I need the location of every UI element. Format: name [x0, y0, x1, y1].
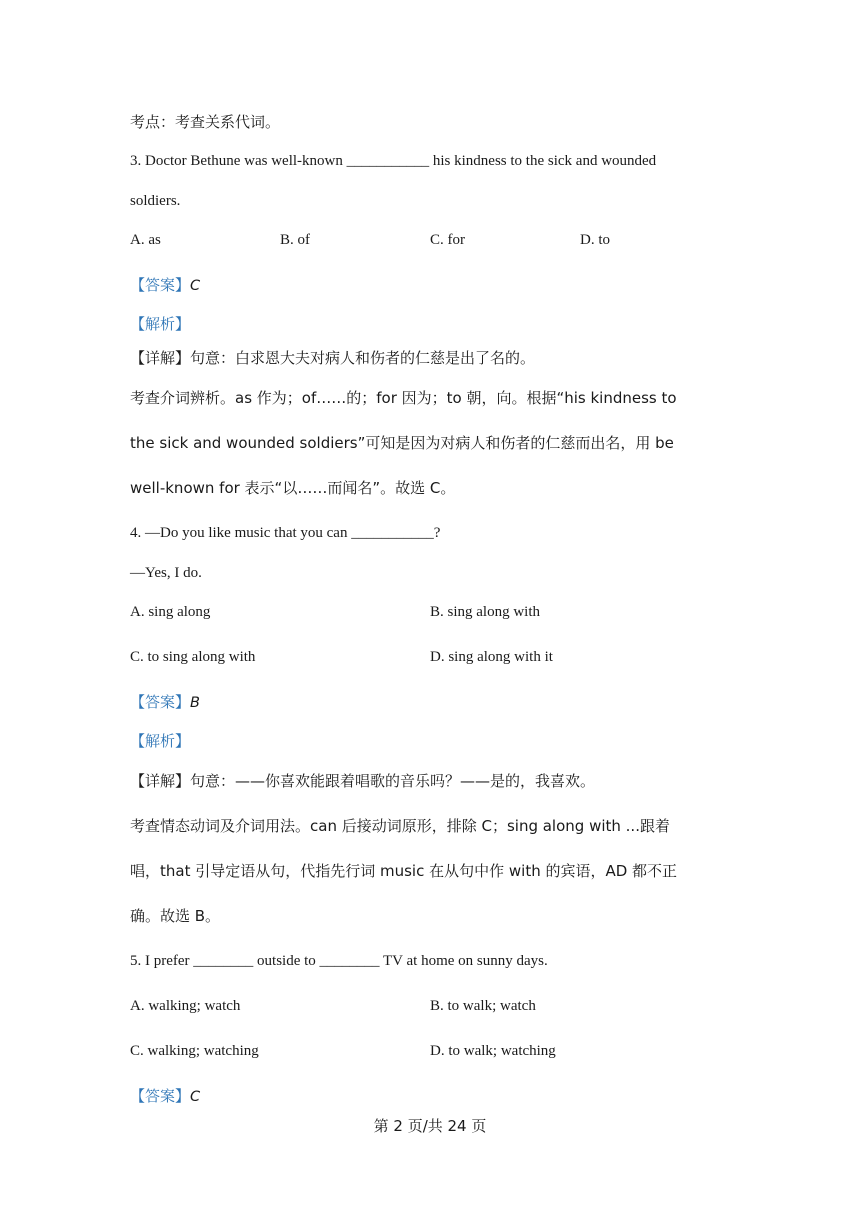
- q5-option-c: C. walking; watching: [130, 1043, 259, 1059]
- q4-detail-line1: 【详解】句意：——你喜欢能跟着唱歌的音乐吗？——是的，我喜欢。: [130, 772, 596, 790]
- q4-stem-line2: —Yes, I do.: [130, 565, 202, 581]
- q4-option-b: B. sing along with: [430, 604, 541, 620]
- q3-detail-line1: 【详解】句意：白求恩大夫对病人和伤者的仁慈是出了名的。: [130, 349, 536, 367]
- q5-answer-row: [130, 1086, 200, 1107]
- q4-detail-line2: 考查情态动词及介词用法。can 后接动词原形，排除 C；sing along with ...跟着: [130, 817, 670, 835]
- q3-option-b: B. of: [280, 232, 310, 248]
- q3-detail-line2: 考查介词辨析。as 作为；of……的；for 因为；to 朝，向。根据“his kindness to: [130, 389, 677, 407]
- q3-stem-line2: soldiers.: [130, 193, 181, 209]
- page-footer: 第 2 页/共 24 页: [373, 1117, 487, 1135]
- q3-answer-tag: 【答案】: [130, 276, 191, 294]
- q3-answer-value: C: [190, 278, 201, 294]
- q3-detail-line4: well-known for 表示“以……而闻名”。故选 C。: [130, 479, 456, 497]
- q4-option-c: C. to sing along with: [130, 649, 256, 665]
- q5-answer-tag: 【答案】: [130, 1087, 191, 1105]
- q5-option-b: B. to walk; watch: [430, 998, 536, 1014]
- q4-stem-line1: 4. —Do you like music that you can ___________?: [130, 525, 441, 541]
- q4-answer-value: B: [190, 695, 200, 711]
- q5-option-d: D. to walk; watching: [430, 1043, 556, 1059]
- top-note: 考点：考查关系代词。: [130, 113, 281, 131]
- q3-detail-line3: the sick and wounded soldiers”可知是因为对病人和伤者的仁慈而出名，用 be: [130, 434, 674, 452]
- q4-analysis-tag: 【解析】: [130, 732, 191, 750]
- q4-detail-line3: 唱，that 引导定语从句，代指先行词 music 在从句中作 with 的宾语，AD 都不正: [130, 862, 678, 880]
- q4-option-a: A. sing along: [130, 604, 211, 620]
- q4-option-d: D. sing along with it: [430, 649, 553, 665]
- q5-stem-line1: 5. I prefer ________ outside to ________ TV at home on sunny days.: [130, 953, 548, 969]
- q4-detail-line4: 确。故选 B。: [130, 907, 221, 925]
- q3-answer-row: [130, 275, 200, 296]
- q3-option-c: C. for: [430, 232, 465, 248]
- q3-stem-line1: 3. Doctor Bethune was well-known ___________ his kindness to the sick and wounded: [130, 153, 657, 169]
- q5-answer-value: C: [190, 1089, 201, 1105]
- q4-answer-tag: 【答案】: [130, 693, 191, 711]
- q5-option-a: A. walking; watch: [130, 998, 241, 1014]
- q3-option-d: D. to: [580, 232, 610, 248]
- q3-analysis-tag: 【解析】: [130, 315, 191, 333]
- q3-option-a: A. as: [130, 232, 161, 248]
- q4-answer-row: [130, 692, 200, 713]
